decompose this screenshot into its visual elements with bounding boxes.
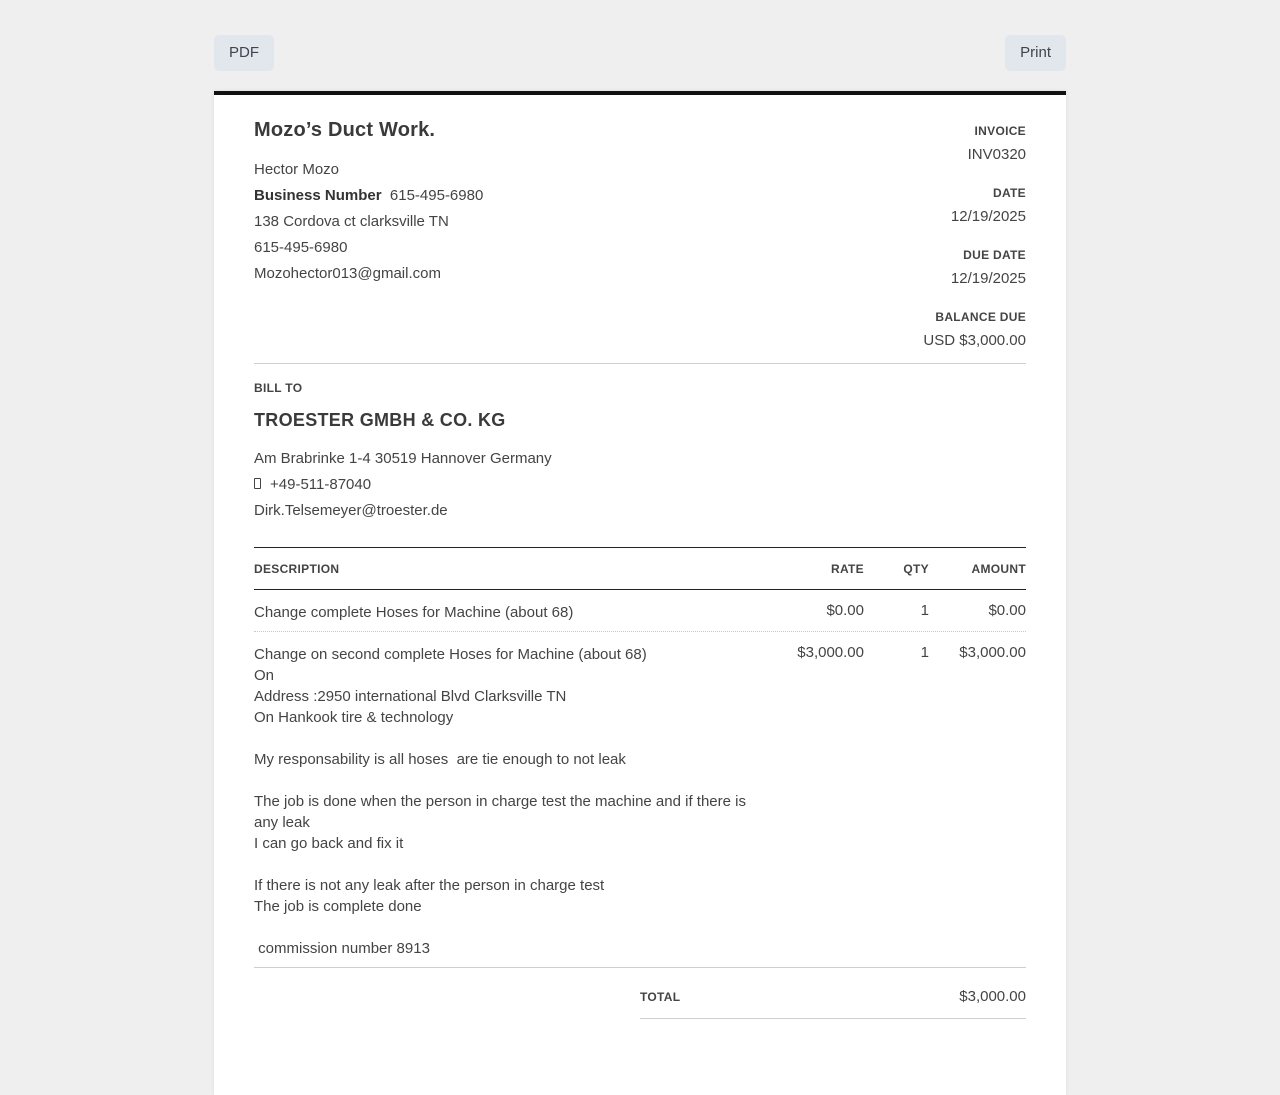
item-qty: 1	[920, 602, 929, 619]
client-address: Am Brabrinke 1-4 30519 Hannover Germany	[254, 450, 552, 467]
total-row	[640, 972, 1026, 1019]
qty-header: QTY	[903, 562, 929, 576]
business-address: 138 Cordova ct clarksville TN	[254, 213, 449, 230]
item-amount: $3,000.00	[959, 644, 1026, 661]
item-qty: 1	[920, 644, 929, 661]
business-number	[254, 187, 483, 204]
description-header: DESCRIPTION	[254, 562, 340, 576]
item-description: Change complete Hoses for Machine (about 68)	[254, 604, 574, 621]
due-date: 12/19/2025	[950, 270, 1026, 287]
total-label: TOTAL	[640, 990, 681, 1004]
table-header	[254, 547, 1026, 590]
item-amount: $0.00	[988, 602, 1026, 619]
business-phone: 615-495-6980	[254, 239, 348, 256]
header-divider	[254, 363, 1026, 364]
balance-due: USD $3,000.00	[923, 332, 1026, 349]
invoice-number-block	[968, 124, 1026, 163]
due-date-block	[951, 248, 1026, 287]
client-phone-value: +49-511-87040	[270, 476, 372, 493]
total-value: $3,000.00	[959, 988, 1026, 1005]
business-email: Mozohector013@gmail.com	[254, 265, 441, 282]
line-items-table	[254, 547, 1026, 968]
business-number-value: 615-495-6980	[389, 187, 484, 204]
amount-header: AMOUNT	[971, 562, 1026, 576]
table-row	[254, 632, 1026, 968]
toolbar	[214, 35, 1066, 71]
item-rate: $0.00	[826, 602, 864, 619]
invoice-sheet	[214, 91, 1066, 1095]
client-email: Dirk.Telsemeyer@troester.de	[254, 502, 448, 519]
invoice-number: INV0320	[967, 146, 1026, 163]
table-row	[254, 590, 1026, 632]
invoice-label: INVOICE	[974, 124, 1026, 138]
client-name: TROESTER GMBH & CO. KG	[254, 410, 506, 430]
item-rate: $3,000.00	[797, 644, 864, 661]
due-date-label: DUE DATE	[963, 248, 1026, 262]
client-phone	[254, 476, 371, 493]
business-number-label: Business Number	[254, 187, 382, 204]
date-block	[951, 186, 1026, 225]
invoice-date: 12/19/2025	[950, 208, 1026, 225]
bill-to-label: BILL TO	[254, 381, 303, 395]
item-description: Change on second complete Hoses for Machine (about 68) On Address :2950 international Blvd Clarksville TN On Hankook tire & technology My responsability is all hoses are tie enough to not leak The job is done when the person in charge test the machine and if there is any leak I can go back and fix it If there is not any leak after the person in charge test The job is complete done commission number 8913	[254, 646, 746, 957]
print-button[interactable]: Print	[1005, 35, 1066, 71]
business-owner: Hector Mozo	[254, 161, 340, 178]
balance-due-label: BALANCE DUE	[935, 310, 1026, 324]
pdf-button[interactable]: PDF	[214, 35, 274, 71]
date-label: DATE	[993, 186, 1026, 200]
rate-header: RATE	[831, 562, 864, 576]
balance-due-block	[923, 310, 1026, 349]
business-name: Mozo’s Duct Work.	[254, 119, 436, 141]
phone-icon	[254, 478, 261, 489]
